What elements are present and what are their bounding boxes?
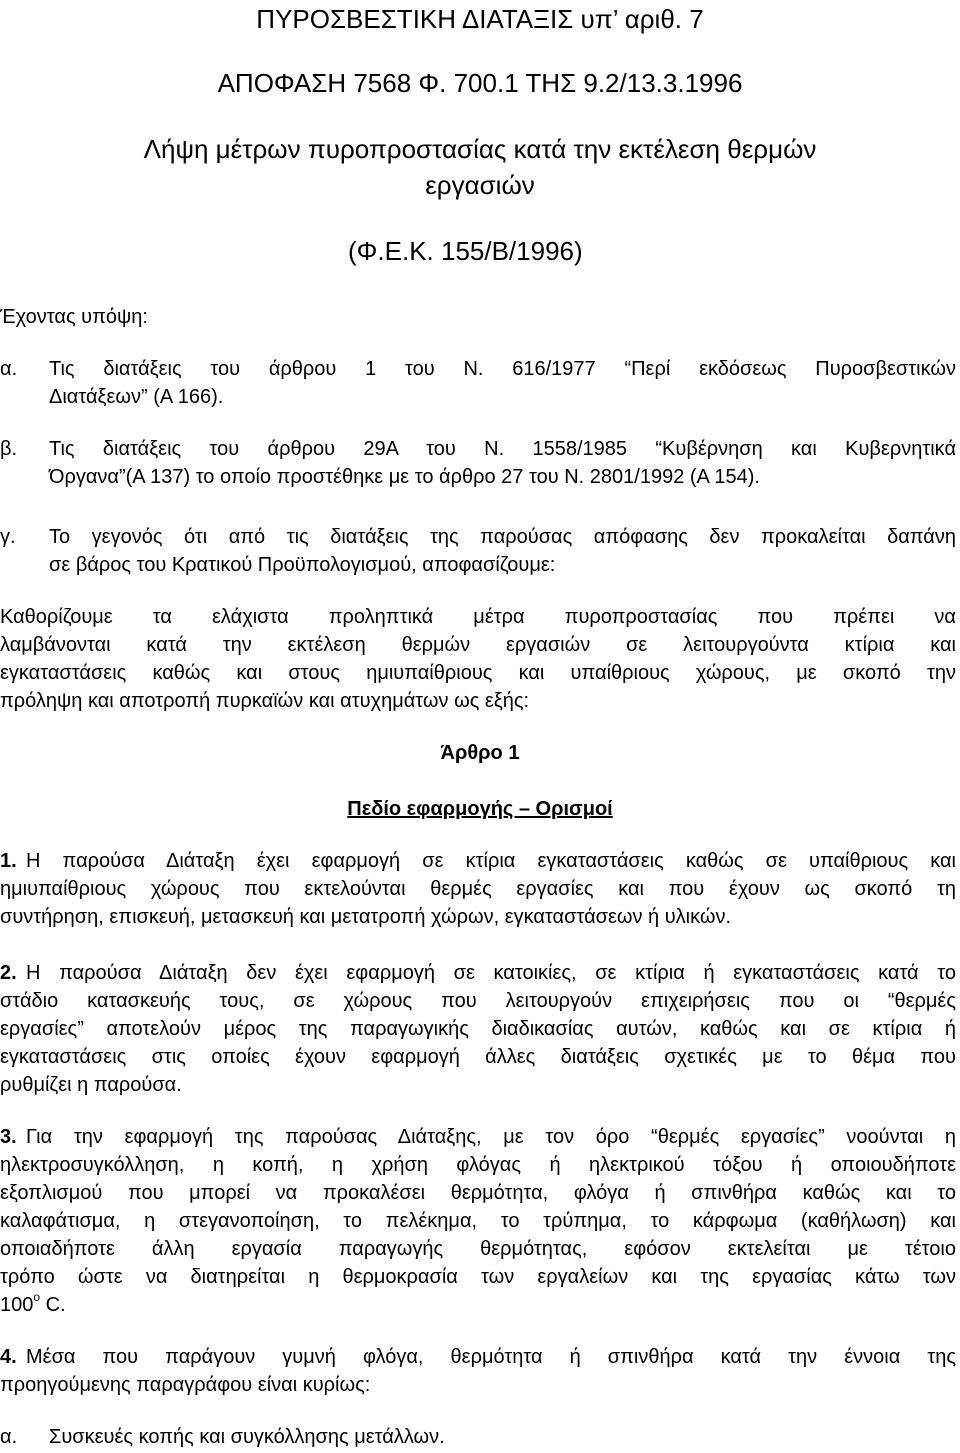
document-title: ΠΥΡΟΣΒΕΣΤΙΚΗ ΔΙΑΤΑΞΙΣ υπ’ αριθ. 7 — [256, 4, 704, 34]
paragraph-3-line-6: τρόπο ώστε να διατηρείται η θερμοκρασία των εργαλείων και της εργασίας κάτω των — [0, 1266, 956, 1288]
paragraph-3-line-4: καλαφάτισμα, η στεγανοποίηση, το πελέκημα, το τρύπημα, το κάρφωμα (καθήλωση) και — [0, 1210, 956, 1232]
considering-item-b-line2: Όργανα”(Α 137) το οποίο προστέθηκε με το άρθρο 27 του Ν. 2801/1992 (Α 154). — [49, 466, 760, 488]
considering-item-a-line1: Τις διατάξεις του άρθρου 1 του Ν. 616/1977 “Περί εκδόσεως Πυροσβεστικών — [49, 358, 956, 380]
paragraph-1-line-2: ημιυπαίθριους χώρους που εκτελούνται θερμές εργασίες και που έχουν ως σκοπό τη — [0, 878, 956, 900]
paragraph-number-2: 2. — [0, 962, 17, 984]
degree-symbol: o — [33, 1290, 41, 1305]
paragraph-3-line-5: οποιαδήποτε άλλη εργασία παραγωγής θερμότητας, εφόσον εκτελείται με τέτοιο — [0, 1238, 956, 1260]
considering-marker-a: α. — [0, 358, 18, 380]
paragraph-2-line-2: στάδιο κατασκευής τους, σε χώρους που λειτουργούν επιχειρήσεις που οι “θερμές — [0, 990, 956, 1012]
decision-number: ΑΠΟΦΑΣΗ 7568 Φ. 700.1 ΤΗΣ 9.2/13.3.1996 — [217, 68, 743, 98]
considering-item-c-line1: Το γεγονός ότι από τις διατάξεις της παρούσας απόφασης δεν προκαλείται δαπάνη — [49, 526, 956, 548]
paragraph-number-3: 3. — [0, 1126, 17, 1148]
gazette-reference: (Φ.Ε.Κ. 155/Β/1996) — [348, 236, 583, 266]
preamble-line-4: πρόληψη και αποτροπή πυρκαϊών και ατυχημάτων ως εξής: — [0, 690, 530, 712]
considering-marker-b: β. — [0, 438, 18, 460]
paragraph-3-line-3: εξοπλισμού που μπορεί να προκαλέσει θερμότητα, φλόγα ή σπινθήρα καθώς και το — [0, 1182, 956, 1204]
preamble-line-2: λαμβάνονται κατά την εκτέλεση θερμών εργασιών σε λειτουργούντα κτίρια και — [0, 634, 956, 656]
considering-item-b-line1: Τις διατάξεις του άρθρου 29Α του Ν. 1558/1985 “Κυβέρνηση και Κυβερνητικά — [49, 438, 956, 460]
paragraph-4-line-2: προηγούμενης παραγράφου είναι κυρίως: — [0, 1374, 371, 1396]
paragraph-1-line-3: συντήρηση, επισκευή, μετασκευή και μετατροπή χώρων, εγκαταστάσεων ή υλικών. — [0, 906, 732, 928]
paragraph-3-line-2: ηλεκτροσυγκόλληση, η κοπή, η χρήση φλόγας ή ηλεκτρικού τόξου ή οποιουδήποτε — [0, 1154, 956, 1176]
considering-marker-c: γ. — [0, 526, 16, 548]
preamble-line-1: Καθορίζουμε τα ελάχιστα προληπτικά μέτρα πυροπροστασίας που πρέπει να — [0, 606, 956, 628]
subject-line-1: Λήψη μέτρων πυροπροστασίας κατά την εκτέλεση θερμών — [143, 134, 817, 164]
temperature-unit: C. — [40, 1294, 66, 1316]
paragraph-1-line-1: Η παρούσα Διάταξη έχει εφαρμογή σε κτίρια εγκαταστάσεις καθώς σε υπαίθριους και — [26, 850, 956, 872]
paragraph-2-line-5: ρυθμίζει η παρούσα. — [0, 1074, 182, 1096]
paragraph-2-line-3: εργασίες” αποτελούν μέρος της παραγωγικής διαδικασίας αυτών, καθώς και σε κτίρια ή — [0, 1018, 956, 1040]
article-heading: Άρθρο 1 — [440, 742, 520, 764]
paragraph-number-1: 1. — [0, 850, 17, 872]
subject-line-2: εργασιών — [425, 170, 535, 200]
temperature-value: 100 — [0, 1294, 34, 1316]
paragraph-4-line-1: Μέσα που παράγουν γυμνή φλόγα, θερμότητα ή σπινθήρα κατά την έννοια της — [26, 1346, 956, 1368]
considering-heading: Έχοντας υπόψη: — [0, 306, 148, 328]
considering-item-a-line2: Διατάξεων” (Α 166). — [49, 386, 224, 408]
paragraph-2-line-4: εγκαταστάσεις στις οποίες έχουν εφαρμογή άλλες διατάξεις σχετικές με το θέμα που — [0, 1046, 956, 1068]
article-title: Πεδίο εφαρμογής – Ορισμοί — [347, 798, 613, 820]
paragraph-3-line-1: Για την εφαρμογή της παρούσας Διάταξης, με τον όρο “θερμές εργασίες” νοούνται η — [26, 1126, 956, 1148]
paragraph-3-temperature — [0, 1290, 66, 1317]
considering-item-c-line2: σε βάρος του Κρατικού Προϋπολογισμού, αποφασίζουμε: — [49, 554, 556, 576]
subitem-a-text: Συσκευές κοπής και συγκόλλησης μετάλλων. — [49, 1426, 445, 1448]
paragraph-number-4: 4. — [0, 1346, 17, 1368]
preamble-line-3: εγκαταστάσεις καθώς και στους ημιυπαίθριους και υπαίθριους χώρους, με σκοπό την — [0, 662, 956, 684]
subitem-marker-a: α. — [0, 1426, 18, 1448]
paragraph-2-line-1: Η παρούσα Διάταξη δεν έχει εφαρμογή σε κατοικίες, σε κτίρια ή εγκαταστάσεις κατά το — [26, 962, 956, 984]
